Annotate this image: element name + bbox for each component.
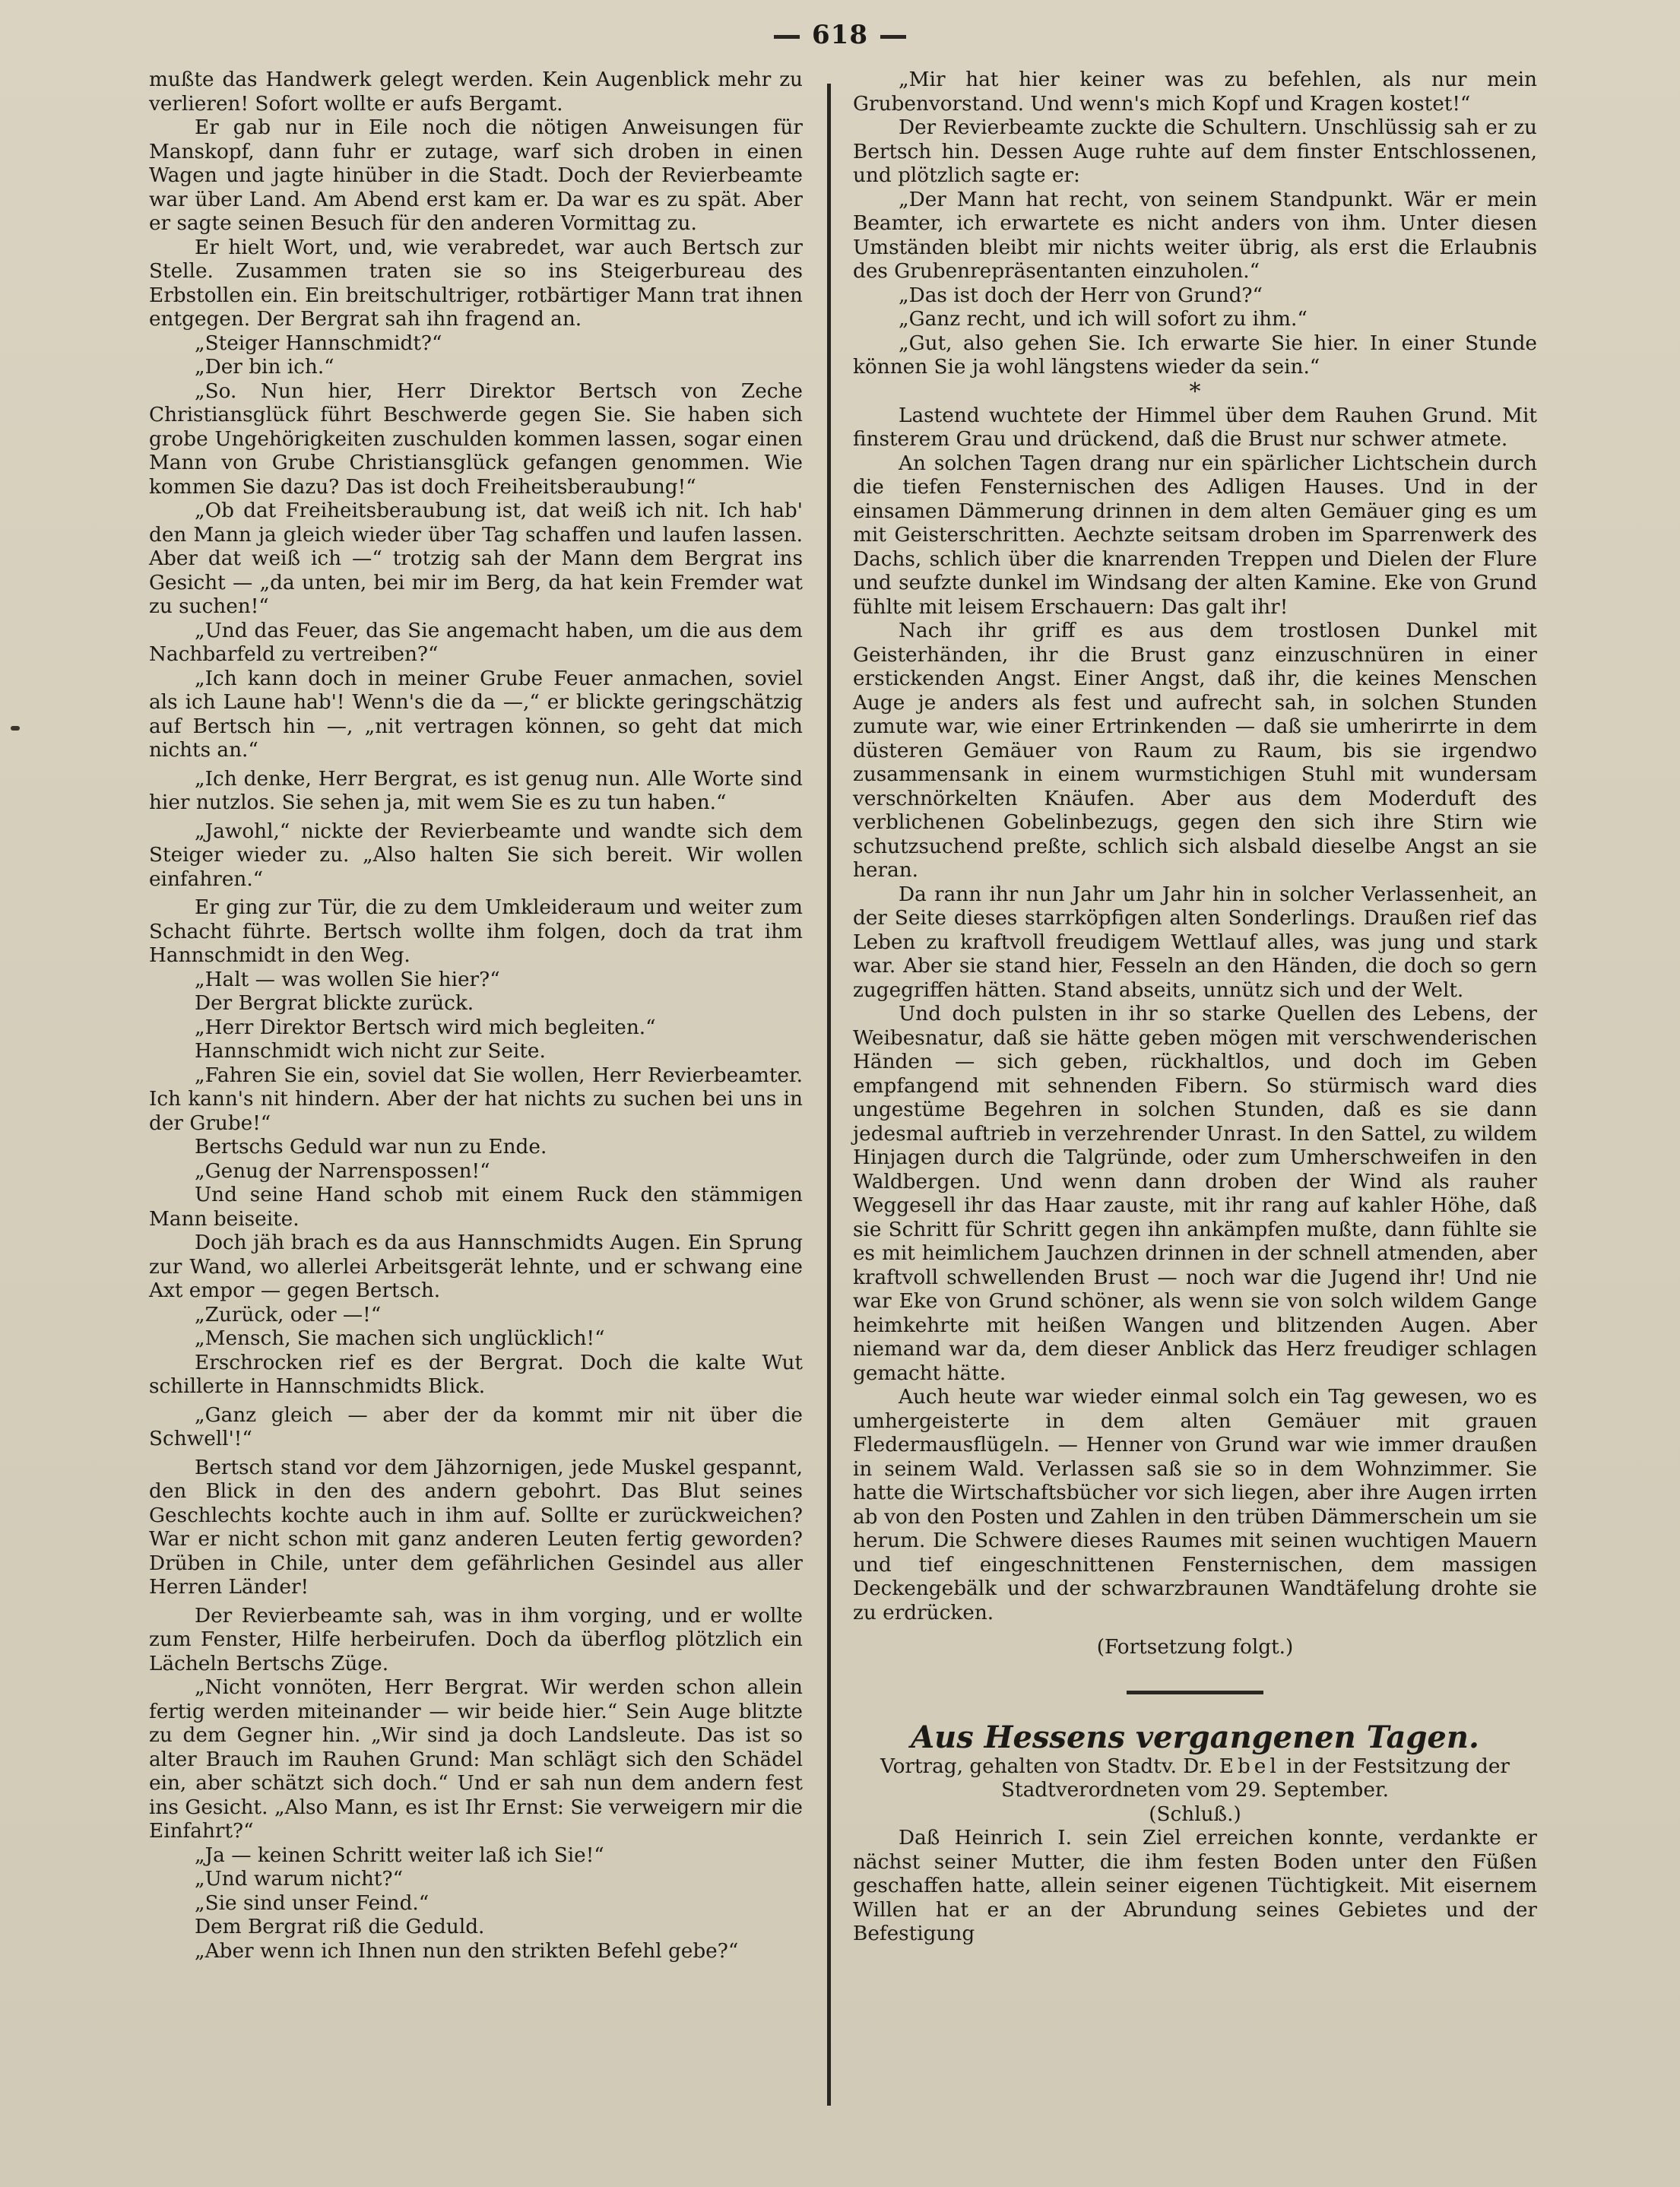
article-part: (Schluß.) — [1149, 1802, 1241, 1826]
paragraph: „Halt — was wollen Sie hier?“ — [195, 968, 500, 991]
paragraph: Auch heute war wieder einmal solch ein Tag gewesen, wo es umhergeisterte in dem alten Gemäuer mit grauen Fledermausflügeln. — Henner von Grund war wie immer draußen in seinem Wald. Verlassen saß sie so in dem Wohnzimmer. Sie hatte die Wirtschaftsbücher vor sich liegen, aber ihre Augen irrten ab von den Posten und Zahlen in den trüben Dämmerschein um sie herum. Die Schwere dieses Raumes mit seinen wuchtigen Mauern und tief eingeschnittenen Fensternischen, dem massigen Deckengebälk und der schwarzbraunen Wandtäfelung drohte sie zu erdrücken. — [853, 1386, 1537, 1624]
paragraph: Er ging zur Tür, die zu dem Umkleideraum und weiter zum Schacht führte. Bertsch wollte ihm folgen, doch da trat ihm Hannschmidt in den Weg. — [149, 896, 803, 967]
subtitle-post: in der Festsitzung der Stadtverordneten vom 29. September. — [1001, 1754, 1510, 1802]
speaker-name: Ebel — [1219, 1754, 1280, 1778]
continuation-note: (Fortsetzung folgt.) — [1096, 1636, 1294, 1659]
subtitle-pre: Vortrag, gehalten von Stadtv. Dr. — [880, 1754, 1213, 1778]
paragraph: „Ganz recht, und ich will sofort zu ihm.“ — [899, 308, 1308, 331]
paragraph: „Das ist doch der Herr von Grund?“ — [899, 284, 1263, 307]
paragraph: Hannschmidt wich nicht zur Seite. — [195, 1040, 546, 1063]
paragraph: „Der Mann hat recht, von seinem Standpunkt. Wär er mein Beamter, ich erwartete es nicht anders von ihm. Unter diesen Umständen bleibt mir nichts weiter übrig, als erst die Erlaubnis des Grubenrepräsentanten einzuholen.“ — [853, 188, 1537, 283]
paragraph: „Ich denke, Herr Bergrat, es ist genug nun. Alle Worte sind hier nutzlos. Sie sehen ja, mit wem Sie es zu tun haben.“ — [149, 767, 803, 814]
article-rule — [1127, 1691, 1263, 1694]
right-column — [853, 68, 1537, 1947]
dash-right — [880, 35, 906, 39]
paragraph: „Sie sind unser Feind.“ — [195, 1891, 430, 1915]
paragraph: „Ja — keinen Schritt weiter laß ich Sie!“ — [195, 1843, 604, 1867]
paragraph: „Ganz gleich — aber der da kommt mir nit über die Schwell'!“ — [149, 1403, 803, 1450]
paragraph: „Ich kann doch in meiner Grube Feuer anmachen, soviel als ich Laune hab'! Wenn's die da —,“ er blickte geringschätzig auf Bertsch hin —, „nit vertragen können, so geht dat mich nichts an.“ — [149, 667, 803, 762]
column-divider — [827, 84, 831, 2106]
paragraph: Und seine Hand schob mit einem Ruck den stämmigen Mann beiseite. — [149, 1184, 803, 1231]
paragraph: Lastend wuchtete der Himmel über dem Rauhen Grund. Mit finsterem Grau und drückend, daß die Brust nur schwer atmete. — [853, 404, 1537, 451]
paragraph: „Und das Feuer, das Sie angemacht haben, um die aus dem Nachbarfeld zu vertreiben?“ — [149, 619, 803, 666]
paragraph: „Gut, also gehen Sie. Ich erwarte Sie hier. In einer Stunde können Sie ja wohl längstens wieder da sein.“ — [853, 331, 1537, 379]
paragraph: Nach ihr griff es aus dem trostlosen Dunkel mit Geisterhänden, ihr die Brust ganz einzuschnüren in einer erstickenden Angst. Einer Angst, daß ihr, die keines Menschen Auge je anders als fest und aufrecht sah, in solchen Stunden zumute war, wie einer Ertrinkenden — daß sie umherirrte in dem düsteren Gemäuer von Raum zu Raum, bis sie irgendwo zusammensank in einem wurmstichigen Stuhl mit wundersam verschnörkelten Knäufen. Aber aus dem Moderduft des verblichenen Gobelinbezugs, gegen den sich ihre Stirn wie schutzsuchend preßte, schlich sich alsbald dieselbe Angst an sie heran. — [853, 620, 1537, 882]
paragraph: „Genug der Narrenspossen!“ — [195, 1159, 490, 1183]
paragraph: „Mensch, Sie machen sich unglücklich!“ — [195, 1327, 605, 1350]
article-title: Aus Hessens vergangenen Tagen. — [911, 1719, 1479, 1755]
paragraph: Da rann ihr nun Jahr um Jahr hin in solcher Verlassenheit, an der Seite dieses starrköpfigen alten Sonderlings. Draußen rief das Leben zu kraftvoll freudigem Wettlauf alles, was jung und stark war. Aber sie stand hier, Fesseln an den Händen, die doch so gern zugegriffen hätten. Stand abseits, unnütz sich und der Welt. — [853, 883, 1537, 1002]
paragraph: Dem Bergrat riß die Geduld. — [195, 1916, 485, 1938]
paragraph: „Zurück, oder —!“ — [195, 1303, 382, 1326]
paragraph: „Ob dat Freiheitsberaubung ist, dat weiß ich nit. Ich hab' den Mann ja gleich wieder über Tag schaffen und laufen lassen. Aber dat weiß ich —“ trotzig sah der Mann dem Bergrat ins Gesicht — „da unten, bei mir im Berg, da hat kein Fremder wat zu suchen!“ — [149, 499, 803, 618]
paragraph: „So. Nun hier, Herr Direktor Bertsch von Zeche Christiansglück führt Beschwerde gegen Sie. Sie haben sich grobe Ungehörigkeiten zuschulden kommen lassen, sogar einen Mann von Grube Christiansglück gefangen genommen. Wie kommen Sie dazu? Das ist doch Freiheitsberaubung!“ — [149, 379, 803, 499]
paragraph: „Mir hat hier keiner was zu befehlen, als nur mein Grubenvorstand. Und wenn's mich Kopf und Kragen kostet!“ — [853, 68, 1537, 116]
paragraph: Bertschs Geduld war nun zu Ende. — [195, 1136, 547, 1158]
paragraph: „Fahren Sie ein, soviel dat Sie wollen, Herr Revierbeamter. Ich kann's nit hindern. Aber der hat nichts zu suchen bei uns in der Grube!“ — [149, 1063, 803, 1135]
paragraph: Und doch pulsten in ihr so starke Quellen des Lebens, der Weibesnatur, daß sie hätte geben mögen mit verschwenderischen Händen — sich geben, rückhaltlos, und doch im Geben empfangend mit sehnenden Fibern. So stürmisch ward dies ungestüme Begehren in solchen Stunden, daß es sie dann jedesmal auftrieb in verzehrender Unrast. In den Sattel, zu wildem Hinjagen durch die Talgründe, oder zum Umherschweifen in den Waldbergen. Und wenn dann droben der Wind als rauher Weggesell ihr das Haar zauste, mit ihr rang auf kahler Höhe, daß sie Schritt für Schritt gegen ihn ankämpfen mußte, dann fühlte sie es mit heimlichem Jauchzen drinnen in der schnell atmenden, aber kraftvoll schwellenden Brust — noch war die Jugend ihr! Und nie war Eke von Grund schöner, als wenn sie von solch wildem Gange heimkehrte mit heißen Wangen und blitzenden Augen. Aber niemand war da, dem dieser Anblick das Herz freudiger schlagen gemacht hätte. — [853, 1003, 1537, 1385]
paragraph: mußte das Handwerk gelegt werden. Kein Augenblick mehr zu verlieren! Sofort wollte er aufs Bergamt. — [149, 68, 803, 116]
section-separator-star: * — [1189, 378, 1201, 405]
paragraph: An solchen Tagen drang nur ein spärlicher Lichtschein durch die tiefen Fensternischen des Adligen Hauses. Und in der einsamen Dämmerung drinnen in dem alten Gemäuer ging es um mit Geisterschritten. Aechzte seitsam droben im Sparrenwerk des Dachs, schlich über die knarrenden Treppen und Dielen der Flure und seufzte dunkel im Windsang der alten Kamine. Eke von Grund fühlte mit leisem Erschauern: Das galt ihr! — [853, 452, 1537, 619]
paragraph: „Nicht vonnöten, Herr Bergrat. Wir werden schon allein fertig werden miteinander — wir beide hier.“ Sein Auge blitzte zu dem Gegner hin. „Wir sind ja doch Landsleute. Das ist so alter Brauch im Rauhen Grund: Man schlägt sich den Schädel ein, aber schätzt sich doch.“ Und er sah nun dem andern fest ins Gesicht. „Also Mann, es ist Ihr Ernst: Sie verweigern mir die Einfahrt?“ — [149, 1676, 803, 1843]
paragraph: Der Revierbeamte sah, was in ihm vorging, und er wollte zum Fenster, Hilfe herbeirufen. Doch da überflog plötzlich ein Lächeln Bertschs Züge. — [149, 1604, 803, 1675]
paragraph: Erschrocken rief es der Bergrat. Doch die kalte Wut schillerte in Hannschmidts Blick. — [149, 1351, 803, 1398]
ink-blot — [11, 726, 20, 731]
paragraph: Er hielt Wort, und, wie verabredet, war auch Bertsch zur Stelle. Zusammen traten sie so ins Steigerbureau des Erbstollen ein. Ein breitschultriger, rotbärtiger Mann trat ihnen entgegen. Der Bergrat sah ihn fragend an. — [149, 236, 803, 331]
paragraph: „Steiger Hannschmidt?“ — [195, 331, 442, 355]
article-body: Daß Heinrich I. sein Ziel erreichen konnte, verdankte er nächst seiner Mutter, die ihm festen Boden unter den Füßen geschaffen hatte, allein seiner eigenen Tüchtigkeit. Mit eisernem Willen hat er an der Abrundung seines Gebietes und der Befestigung — [853, 1827, 1537, 1945]
paragraph: „Der bin ich.“ — [195, 356, 334, 379]
page-number-text: 618 — [812, 20, 868, 50]
page-number — [0, 20, 1680, 50]
paragraph: Der Revierbeamte zuckte die Schultern. Unschlüssig sah er zu Bertsch hin. Dessen Auge ruhte auf dem finster Entschlossenen, und plötzlich sagte er: — [853, 116, 1537, 187]
paragraph: „Aber wenn ich Ihnen nun den strikten Befehl gebe?“ — [195, 1939, 739, 1963]
article-subtitle — [853, 1755, 1537, 1803]
paragraph: „Und warum nicht?“ — [195, 1868, 404, 1891]
paragraph: Der Bergrat blickte zurück. — [195, 992, 474, 1015]
paragraph: Er gab nur in Eile noch die nötigen Anweisungen für Manskopf, dann fuhr er zutage, warf sich droben in einen Wagen und jagte hinüber in die Stadt. Doch der Revierbeamte war über Land. Am Abend erst kam er. Da war es zu spät. Aber er sagte seinen Besuch für den anderen Vormittag zu. — [149, 116, 803, 235]
paragraph: Bertsch stand vor dem Jähzornigen, jede Muskel gespannt, den Blick in den des andern gebohrt. Das Blut seines Geschlechts kochte auch in ihm auf. Sollte er zurückweichen? War er nicht schon mit ganz anderen Leuten fertig geworden? Drüben in Chile, unter dem gefährlichen Gesindel aus aller Herren Länder! — [149, 1456, 803, 1599]
paragraph: Doch jäh brach es da aus Hannschmidts Augen. Ein Sprung zur Wand, wo allerlei Arbeitsgerät lehnte, und er schwang eine Axt empor — gegen Bertsch. — [149, 1231, 803, 1302]
paragraph: „Jawohl,“ nickte der Revierbeamte und wandte sich dem Steiger wieder zu. „Also halten Sie sich bereit. Wir wollen einfahren.“ — [149, 819, 803, 891]
left-column — [149, 68, 803, 1964]
paragraph: „Herr Direktor Bertsch wird mich begleiten.“ — [195, 1016, 656, 1039]
dash-left — [774, 35, 800, 39]
